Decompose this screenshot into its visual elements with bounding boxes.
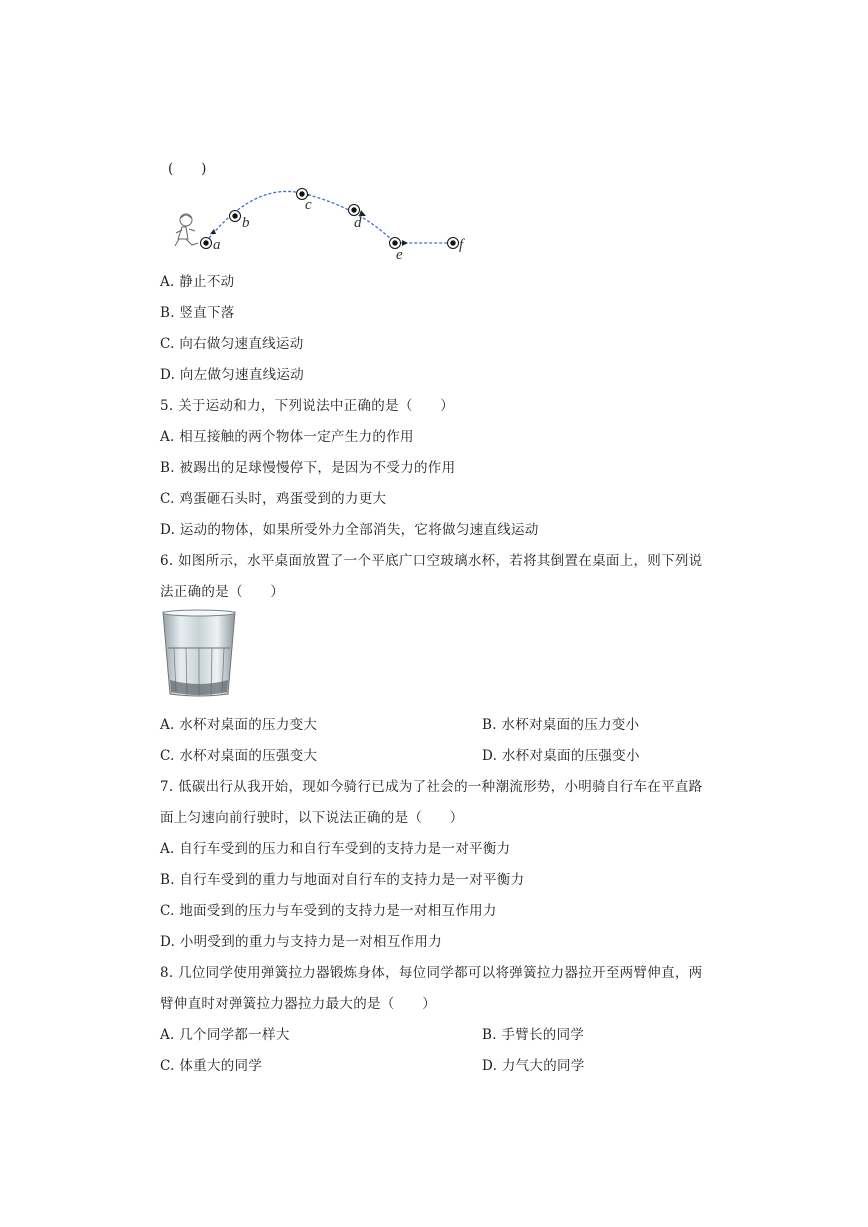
q7-option-b: B. 自行车受到的重力与地面对自行车的支持力是一对平衡力 xyxy=(160,872,525,888)
q6-option-d: D. 水杯对桌面的压强变小 xyxy=(482,748,640,764)
ball-f-icon xyxy=(448,238,459,249)
point-label-c: c xyxy=(305,197,312,213)
q4-option-c: C. 向右做匀速直线运动 xyxy=(160,336,304,352)
q7-option-d: D. 小明受到的重力与支持力是一对相互作用力 xyxy=(160,934,443,950)
q5-option-d: D. 运动的物体，如果所受外力全部消失，它将做匀速直线运动 xyxy=(160,522,539,538)
football-trajectory-figure xyxy=(170,180,480,262)
q4-option-a: A. 静止不动 xyxy=(160,274,235,290)
q8-option-c: C. 体重大的同学 xyxy=(160,1058,263,1074)
q4-option-b: B. 竖直下落 xyxy=(160,305,235,321)
q8-option-b: B. 手臂长的同学 xyxy=(482,1027,585,1043)
q8-stem-line1: 8. 几位同学使用弹簧拉力器锻炼身体，每位同学都可以将弹簧拉力器拉开至两臂伸直，两 xyxy=(160,965,703,981)
q8-option-a: A. 几个同学都一样大 xyxy=(160,1027,290,1043)
point-label-f: f xyxy=(459,237,464,253)
q7-option-a: A. 自行车受到的压力和自行车受到的支持力是一对平衡力 xyxy=(160,841,511,857)
point-label-a: a xyxy=(213,237,221,253)
ball-a-icon xyxy=(201,238,212,249)
q6-stem-line2: 法正确的是（ ） xyxy=(160,584,285,600)
ball-icons xyxy=(201,189,459,249)
ball-b-icon xyxy=(230,211,241,222)
q6-option-c: C. 水杯对桌面的压强变大 xyxy=(160,748,318,764)
q7-option-c: C. 地面受到的压力与车受到的支持力是一对相互作用力 xyxy=(160,903,497,919)
q5-stem: 5. 关于运动和力，下列说法中正确的是（ ） xyxy=(160,398,455,414)
q5-option-c: C. 鸡蛋砸石头时，鸡蛋受到的力更大 xyxy=(160,491,387,507)
q7-stem-line2: 面上匀速向前行驶时，以下说法正确的是（ ） xyxy=(160,810,464,826)
point-label-e: e xyxy=(396,247,403,262)
q6-option-a: A. 水杯对桌面的压力变大 xyxy=(160,717,318,733)
q8-stem-line2: 臂伸直时对弹簧拉力器拉力最大的是（ ） xyxy=(160,996,436,1012)
q5-option-a: A. 相互接触的两个物体一定产生力的作用 xyxy=(160,429,414,445)
q7-stem-line1: 7. 低碳出行从我开始，现如今骑行已成为了社会的一种潮流形势，小明骑自行车在平直路 xyxy=(160,779,703,795)
point-label-d: d xyxy=(354,215,362,231)
kid-icon xyxy=(175,214,198,246)
q6-stem-line1: 6. 如图所示，水平桌面放置了一个平底广口空玻璃水杯，若将其倒置在桌面上，则下列说 xyxy=(160,553,703,569)
q6-option-b: B. 水杯对桌面的压力变小 xyxy=(482,717,640,733)
q8-option-d: D. 力气大的同学 xyxy=(482,1058,585,1074)
glass-cup-image xyxy=(160,608,238,698)
q4-option-d: D. 向左做匀速直线运动 xyxy=(160,367,305,383)
q5-option-b: B. 被踢出的足球慢慢停下，是因为不受力的作用 xyxy=(160,460,456,476)
ball-d-icon xyxy=(349,205,360,216)
answer-bracket: ( ) xyxy=(168,161,207,177)
point-label-b: b xyxy=(242,215,250,231)
